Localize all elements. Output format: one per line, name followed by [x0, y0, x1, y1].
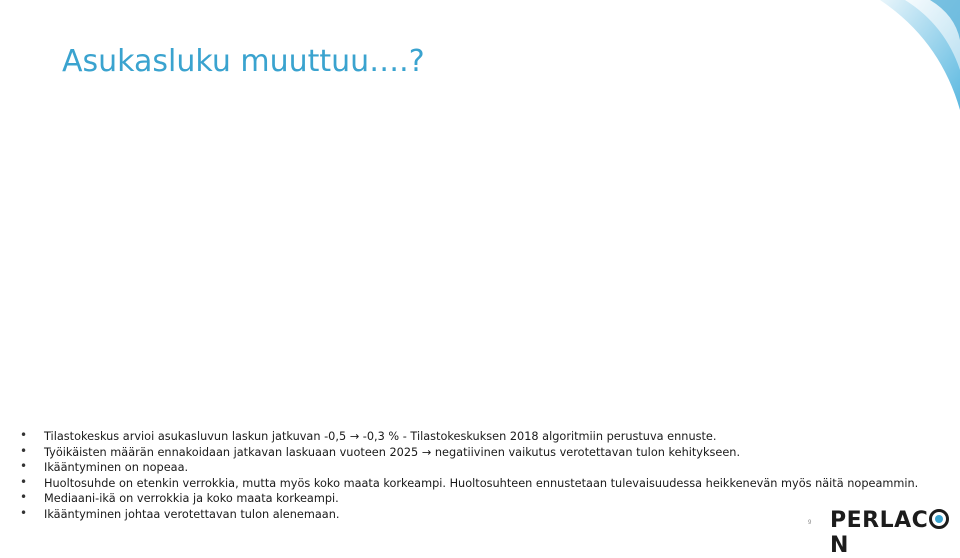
bullet-dot-icon: • — [20, 443, 28, 458]
bullet-dot-icon: • — [20, 505, 28, 520]
logo-o-icon — [929, 509, 949, 529]
corner-decoration — [820, 0, 960, 110]
bullet-item — [20, 491, 918, 507]
bullet-dot-icon: • — [20, 459, 28, 473]
page-number: 9 — [808, 520, 812, 526]
bullet-dot-icon: • — [20, 474, 28, 489]
bullet-dot-icon: • — [20, 428, 28, 442]
bullet-text: Ikääntyminen on nopeaa. — [44, 461, 189, 474]
bullet-dot-icon: • — [20, 490, 28, 504]
bullet-item — [20, 429, 918, 445]
bullet-text: Ikääntyminen johtaa verotettavan tulon alenemaan. — [44, 507, 340, 521]
slide-title: Asukasluku muuttuu….? — [62, 44, 425, 80]
bullet-text: Työikäisten määrän ennakoidaan jatkavan laskuaan vuoteen 2025 → negatiivinen vaikutus verotettavan tulon kehitykseen. — [44, 445, 741, 459]
bullet-text: Mediaani-ikä on verrokkia ja koko maata korkeampi. — [44, 492, 339, 505]
bullet-item — [20, 445, 918, 461]
bullet-item — [20, 507, 918, 523]
perlacon-logo: PERLACN — [830, 508, 960, 558]
bullet-item — [20, 460, 918, 476]
bullet-text: Huoltosuhde on etenkin verrokkia, mutta myös koko maata korkeampi. Huoltosuhteen ennustetaan tulevaisuudessa heikkenevän myös näitä nopeammin. — [44, 476, 919, 490]
bullet-text: Tilastokeskus arvioi asukasluvun laskun jatkuvan -0,5 → -0,3 % - Tilastokeskuksen 2018 algoritmiin perustuva ennuste. — [44, 430, 717, 443]
bullet-item — [20, 476, 918, 492]
bullet-list — [20, 429, 918, 522]
